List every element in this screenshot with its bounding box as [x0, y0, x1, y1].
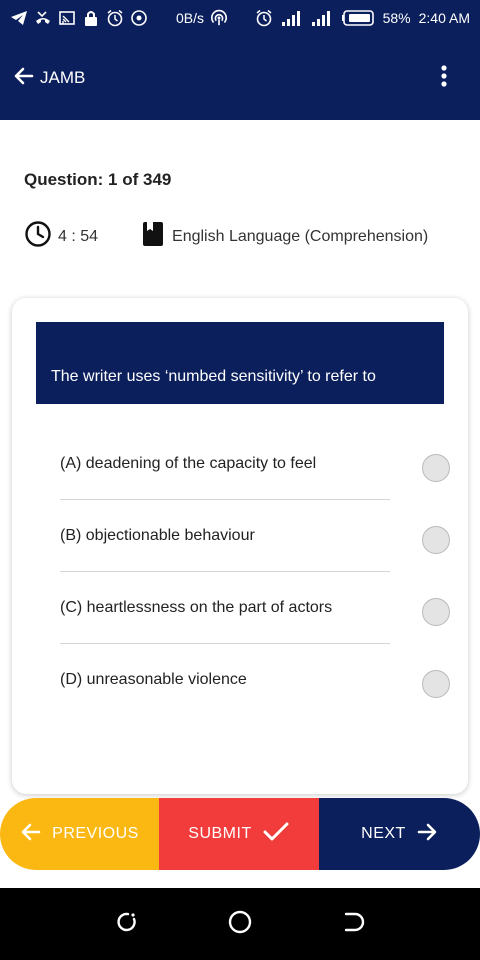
status-bar	[0, 0, 480, 36]
question-text: The writer uses ‘numbed sensitivity’ to refer to	[51, 368, 376, 385]
more-vert-icon	[440, 64, 448, 93]
submit-label: SUBMIT	[188, 825, 252, 842]
sync-icon	[130, 9, 148, 27]
clock-icon	[24, 220, 52, 253]
previous-label: PREVIOUS	[52, 825, 139, 842]
radio-button[interactable]	[422, 526, 450, 554]
hotspot-icon	[210, 9, 228, 27]
subject-label: English Language (Comprehension)	[172, 227, 429, 245]
back-nav-button[interactable]	[337, 908, 369, 940]
radio-button[interactable]	[422, 670, 450, 698]
option-label: (A) deadening of the capacity to feel	[60, 455, 317, 472]
question-meta	[24, 220, 464, 253]
status-icons-right	[255, 9, 470, 27]
option-d[interactable]	[60, 644, 450, 716]
option-c[interactable]	[60, 572, 450, 644]
recents-icon	[115, 910, 139, 939]
next-label: NEXT	[361, 825, 406, 842]
battery-percent: 58%	[382, 10, 411, 26]
previous-button[interactable]	[0, 798, 159, 870]
radio-button[interactable]	[422, 454, 450, 482]
battery-icon	[341, 9, 375, 27]
options-list	[60, 428, 450, 716]
signal-icon	[281, 9, 303, 27]
check-icon	[262, 821, 290, 848]
option-label: (D) unreasonable violence	[60, 671, 247, 688]
alarm-icon	[106, 9, 124, 27]
subject	[142, 221, 428, 252]
telegram-icon	[10, 9, 28, 27]
status-icons-left	[10, 9, 228, 27]
cast-icon	[58, 9, 76, 27]
submit-button[interactable]	[159, 798, 319, 870]
app-bar	[0, 36, 480, 120]
question-card	[12, 298, 468, 794]
question-number: Question: 1 of 349	[24, 170, 172, 189]
option-a[interactable]	[60, 428, 450, 500]
question-text-box	[36, 322, 444, 404]
alarm-icon	[255, 9, 273, 27]
home-icon	[227, 909, 253, 940]
home-button[interactable]	[224, 908, 256, 940]
next-button[interactable]	[319, 798, 480, 870]
net-speed: 0B/s	[176, 10, 205, 26]
system-nav-bar	[0, 888, 480, 960]
book-icon	[142, 221, 164, 252]
lock-icon	[82, 9, 100, 27]
more-options-button[interactable]	[432, 54, 456, 102]
app-title: JAMB	[40, 68, 86, 87]
radio-button[interactable]	[422, 598, 450, 626]
clock: 2:40 AM	[418, 10, 470, 26]
option-label: (B) objectionable behaviour	[60, 527, 255, 544]
timer-value: 4 : 54	[58, 227, 99, 245]
back-icon	[341, 910, 365, 939]
signal-icon	[311, 9, 333, 27]
missed-call-icon	[34, 9, 52, 27]
option-label: (C) heartlessness on the part of actors	[60, 599, 333, 616]
option-b[interactable]	[60, 500, 450, 572]
arrow-left-icon	[12, 64, 36, 93]
arrow-left-icon	[20, 821, 42, 848]
recents-button[interactable]	[111, 908, 143, 940]
arrow-right-icon	[416, 821, 438, 848]
navigation-buttons	[0, 798, 480, 870]
timer	[24, 220, 98, 253]
